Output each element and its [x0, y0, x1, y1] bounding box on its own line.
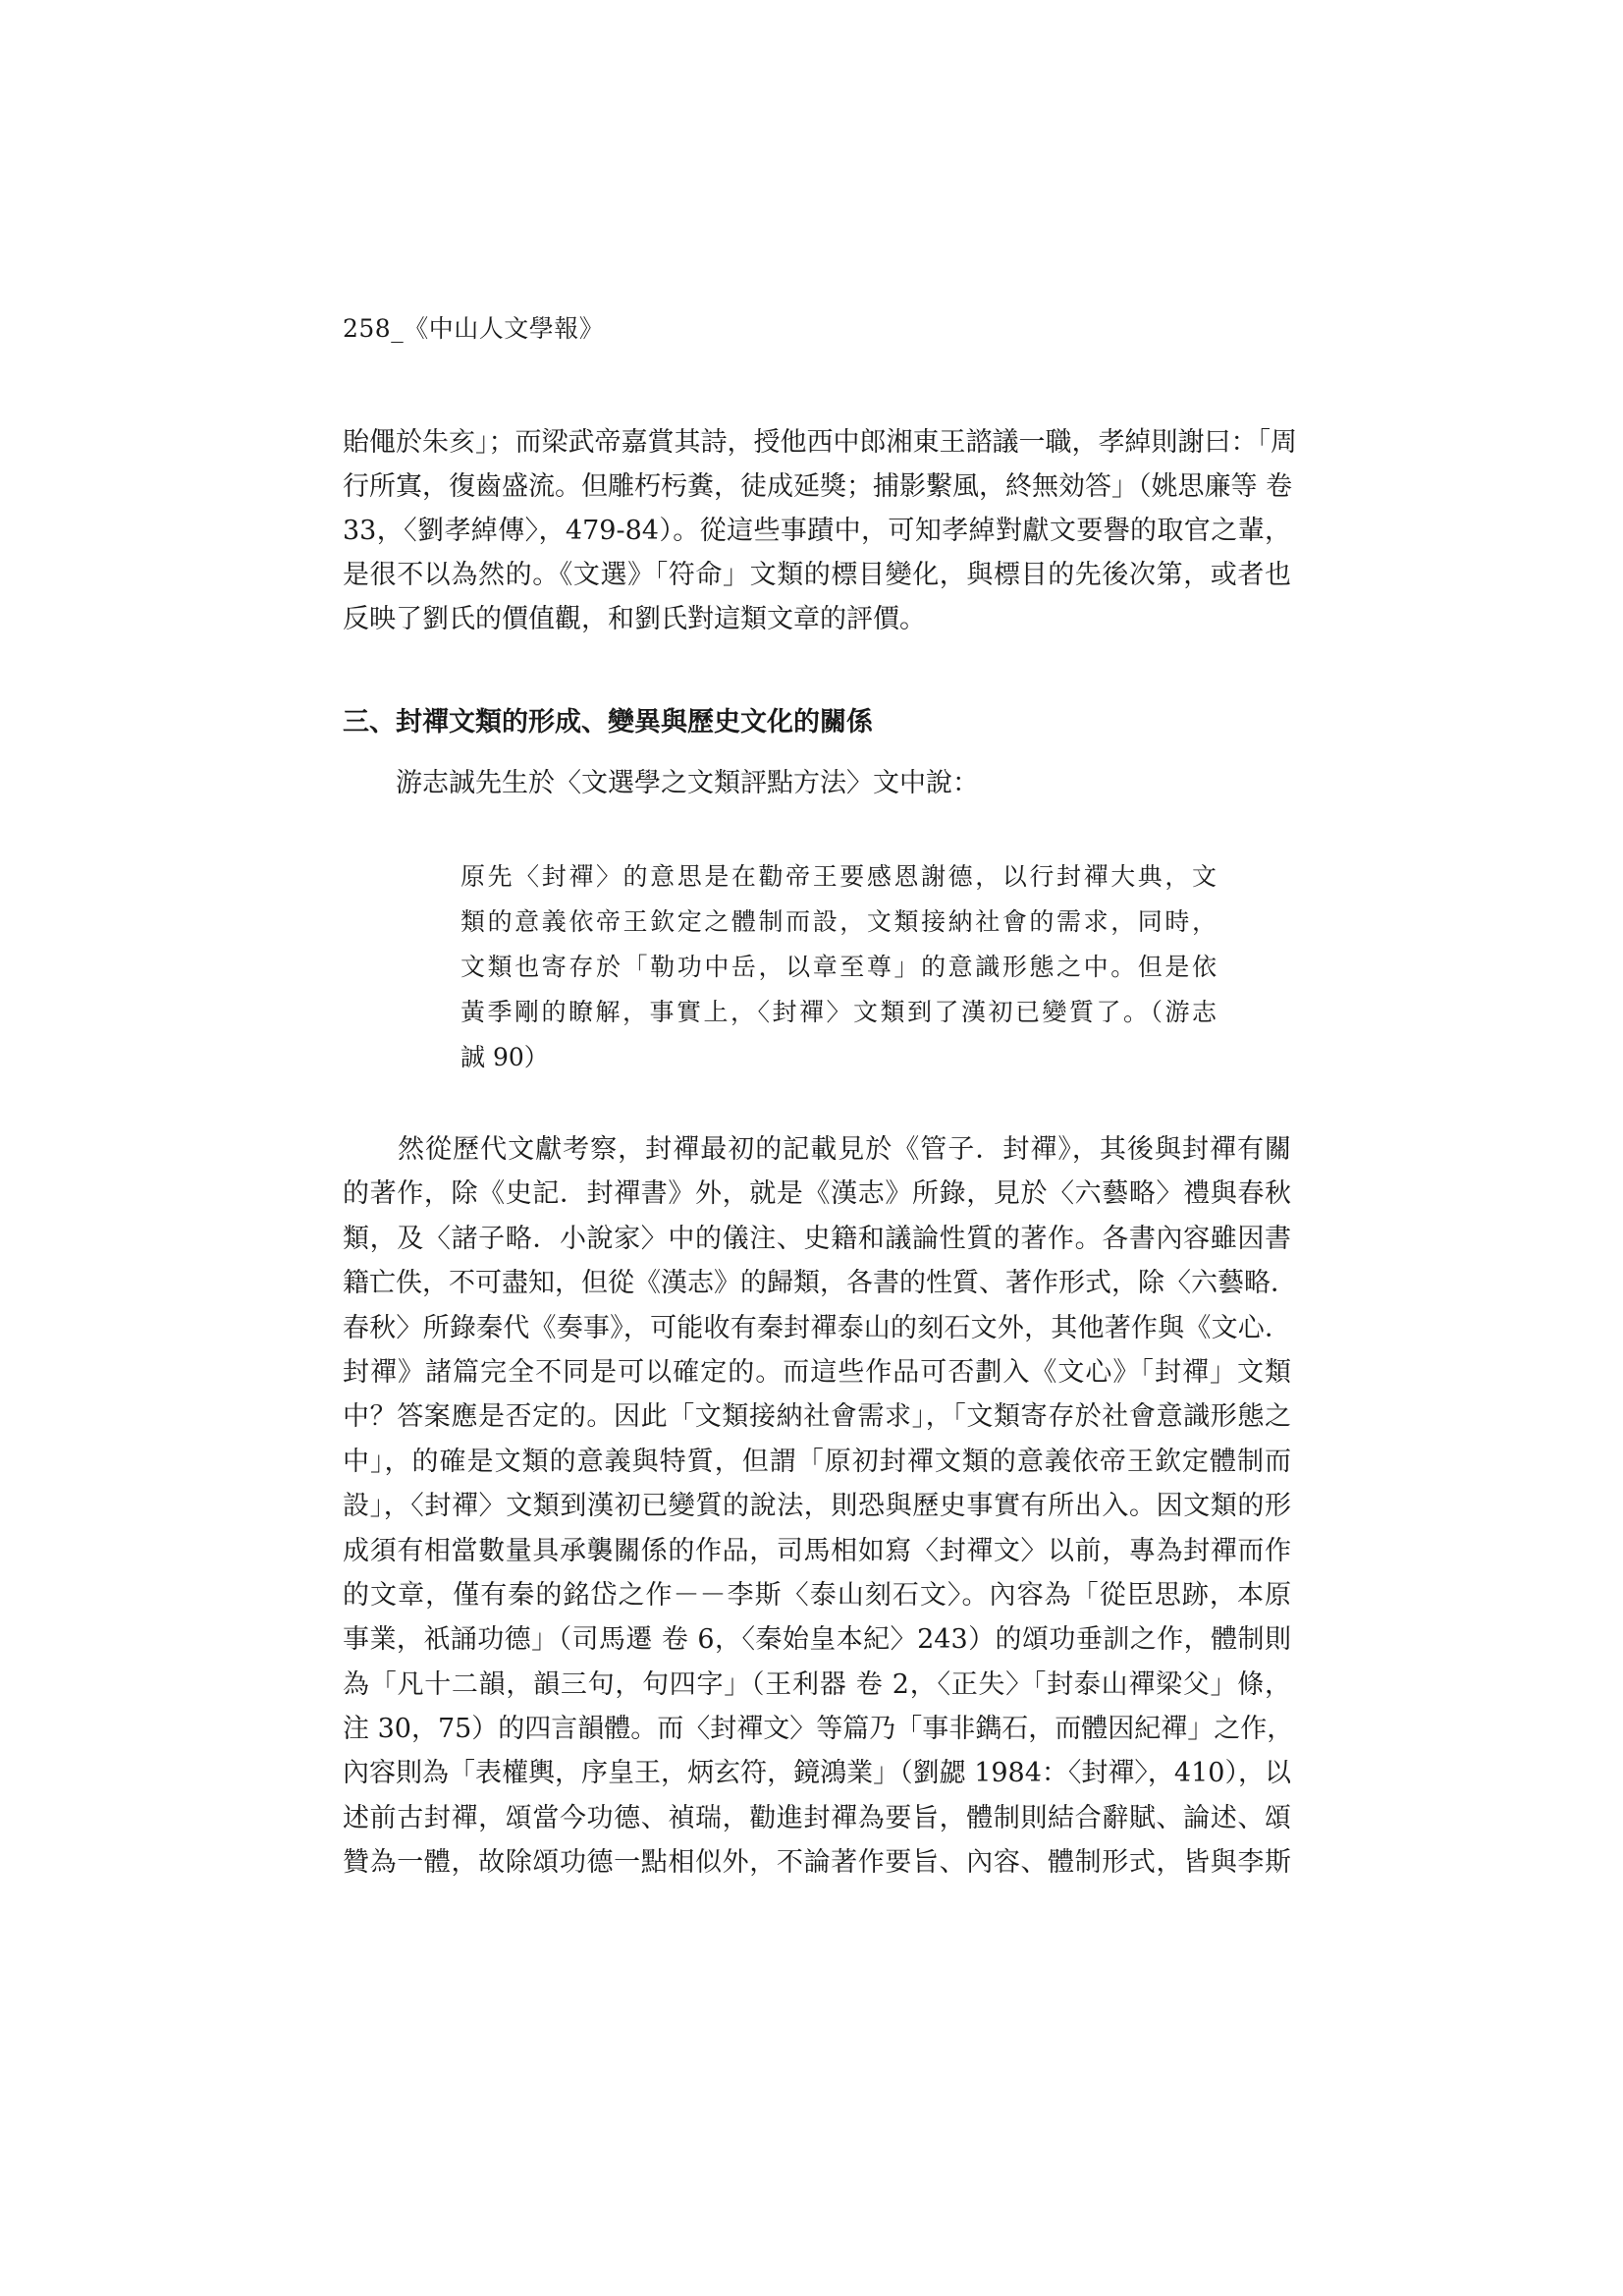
text-line: 籍亡佚，不可盡知，但從《漢志》的歸類，各書的性質、著作形式，除〈六藝略． — [343, 1268, 1297, 1299]
paragraph-continued — [343, 420, 1297, 641]
quote-line: 原先〈封禪〉的意思是在勸帝王要感恩謝德，以行封禪大典，文 — [460, 862, 1217, 891]
text-line: 類，及〈諸子略．小說家〉中的儀注、史籍和議論性質的著作。各書內容雖因書 — [343, 1223, 1291, 1254]
text-line: 成須有相當數量具承襲關係的作品，司馬相如寫〈封禪文〉以前，專為封禪而作 — [343, 1535, 1291, 1566]
section-heading: 三、封禪文類的形成、變異與歷史文化的關係 — [343, 707, 873, 738]
quote-line: 黃季剛的瞭解，事實上，〈封禪〉文類到了漢初已變質了。（游志 — [460, 998, 1217, 1026]
text-line: 貽僶於朱亥」；而梁武帝嘉賞其詩，授他西中郎湘東王諮議一職，孝綽則謝曰：「周 — [343, 427, 1297, 458]
text-line: 中」，的確是文類的意義與特質，但謂「原初封禪文類的意義依帝王欽定體制而 — [343, 1446, 1291, 1477]
text-line: 反映了劉氏的價值觀，和劉氏對這類文章的評價。 — [343, 604, 926, 634]
text-line: 然從歷代文獻考察，封禪最初的記載見於《管子．封禪》，其後與封禪有關 — [343, 1134, 1291, 1165]
text-line: 為「凡十二韻，韻三句，句四字」（王利器 卷 2，〈正失〉「封泰山禪梁父」條， — [343, 1668, 1291, 1700]
text-line: 中？答案應是否定的。因此「文類接納社會需求」，「文類寄存於社會意識形態之 — [343, 1401, 1291, 1433]
text-line: 是很不以為然的。《文選》「符命」文類的標目變化，與標目的先後次第，或者也 — [343, 560, 1291, 590]
intro-sentence: 游志誠先生於〈文選學之文類評點方法〉文中說： — [396, 768, 979, 798]
text-line: 事業，祇誦功德」（司馬遷 卷 6，〈秦始皇本紀〉243）的頌功垂訓之作，體制則 — [343, 1624, 1291, 1656]
quote-line: 文類也寄存於「勒功中岳，以章至尊」的意識形態之中。但是依 — [460, 953, 1217, 981]
quote-line: 誠 90） — [460, 1043, 549, 1071]
text-line: 設」，〈封禪〉文類到漢初已變質的說法，則恐與歷史事實有所出入。因文類的形 — [343, 1491, 1291, 1522]
text-line: 述前古封禪，頌當今功德、禎瑞，勸進封禪為要旨，體制則結合辭賦、論述、頌 — [343, 1802, 1291, 1833]
text-line: 的著作，除《史記．封禪書》外，就是《漢志》所錄，見於〈六藝略〉禮與春秋 — [343, 1178, 1291, 1210]
text-line: 注 30，75）的四言韻體。而〈封禪文〉等篇乃「事非鐫石，而體因紀禪」之作， — [343, 1714, 1294, 1745]
paragraph-main — [343, 1127, 1297, 1886]
text-line: 封禪》諸篇完全不同是可以確定的。而這些作品可否劃入《文心》「封禪」文類 — [343, 1356, 1291, 1388]
running-head: 258_《中山人文學報》 — [343, 314, 605, 343]
text-line: 33，〈劉孝綽傳〉，479-84）。從這些事蹟中，可知孝綽對獻文要譽的取官之輩， — [343, 516, 1291, 546]
text-line: 內容則為「表權輿，序皇王，炳玄符，鏡鴻業」（劉勰 1984：〈封禪〉，410），以 — [343, 1758, 1291, 1789]
text-line: 行所寘，復齒盛流。但雕朽杇糞，徒成延獎；捕影繫風，終無効答」（姚思廉等 卷 — [343, 471, 1293, 502]
text-line: 贊為一體，故除頌功德一點相似外，不論著作要旨、內容、體制形式，皆與李斯 — [343, 1847, 1291, 1879]
text-line: 春秋〉所錄秦代《奏事》，可能收有秦封禪泰山的刻石文外，其他著作與《文心． — [343, 1312, 1291, 1343]
text-line: 的文章，僅有秦的銘岱之作－－李斯〈泰山刻石文〉。內容為「從臣思跡，本原 — [343, 1579, 1291, 1611]
block-quote — [460, 854, 1217, 1080]
quote-line: 類的意義依帝王欽定之體制而設，文類接納社會的需求，同時， — [460, 907, 1217, 936]
